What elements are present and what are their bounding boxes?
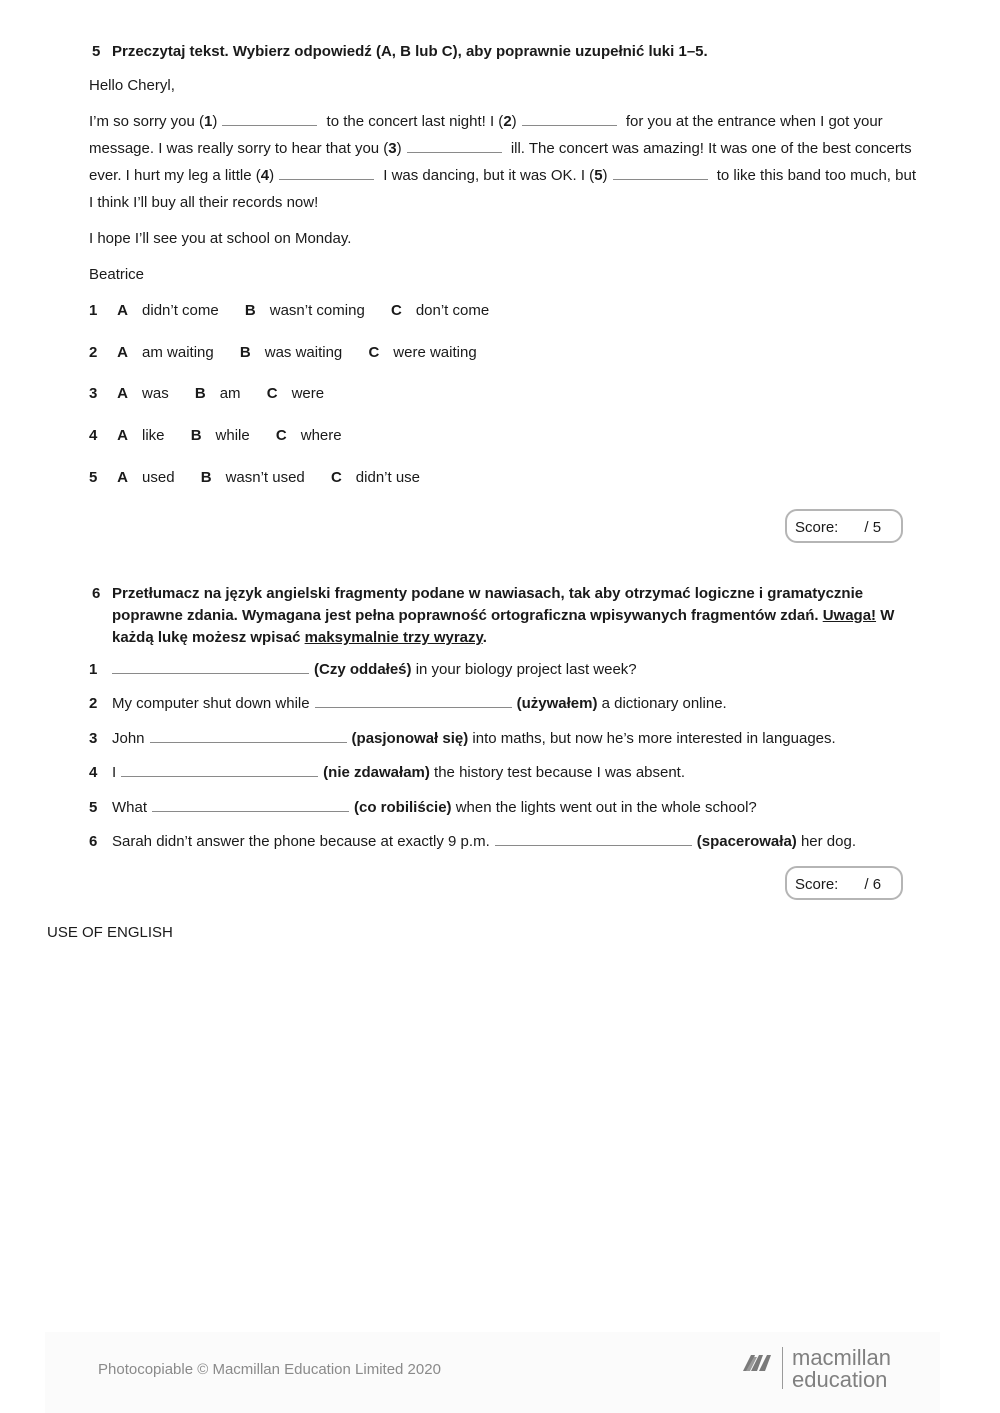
item-number: 4 — [89, 764, 98, 781]
option-letter: C — [330, 469, 342, 486]
option-row-number: 4 — [89, 427, 98, 444]
letter-body — [89, 108, 919, 216]
item-text: a dictionary online. — [601, 695, 727, 712]
letter-text: I was dancing, but it was OK. I ( — [383, 167, 595, 184]
macmillan-logo-icon — [743, 1347, 777, 1381]
exercise-5-heading — [92, 41, 912, 63]
item-text: when the lights went out in the whole school? — [455, 799, 757, 816]
letter-text: ) — [602, 167, 608, 184]
option-letter: A — [117, 302, 129, 319]
translation-blank[interactable] — [152, 799, 349, 812]
exercise-6-instruction — [112, 583, 912, 649]
gap-3-blank[interactable] — [407, 140, 502, 153]
item-number: 3 — [89, 730, 98, 747]
item-text: What — [112, 799, 148, 816]
letter-greeting: Hello Cheryl, — [89, 77, 175, 94]
option-a[interactable]: used — [142, 469, 175, 486]
letter-text: ) — [396, 140, 402, 157]
translation-blank[interactable] — [112, 661, 309, 674]
translation-cue: (używałem) — [516, 695, 598, 712]
gap-number: 3 — [388, 140, 397, 157]
option-a[interactable]: was — [142, 385, 169, 402]
logo-line-1: macmillan — [792, 1345, 892, 1370]
item-number: 1 — [89, 661, 98, 678]
translation-cue: (co robiliście) — [354, 799, 452, 816]
translation-item — [89, 659, 637, 681]
logo-divider — [782, 1347, 783, 1389]
item-number: 6 — [89, 833, 98, 850]
option-b[interactable]: am — [219, 385, 241, 402]
score-max: / 5 — [864, 519, 882, 536]
item-text: My computer shut down while — [112, 695, 310, 712]
option-c[interactable]: didn’t use — [355, 469, 421, 486]
score-label: Score: — [795, 519, 839, 536]
exercise-5-number: 5 — [92, 43, 101, 60]
translation-cue: (pasjonował się) — [351, 730, 469, 747]
item-text: into maths, but now he’s more interested in languages. — [472, 730, 836, 747]
option-letter: B — [244, 302, 256, 319]
item-text: I — [112, 764, 117, 781]
option-letter: C — [266, 385, 278, 402]
option-letter: B — [200, 469, 212, 486]
footer-copyright: Photocopiable © Macmillan Education Limited 2020 — [98, 1361, 441, 1378]
letter-text: ill. The concert was amazing! It was one of the best concerts ever. I hurt my leg a little ( — [89, 140, 912, 184]
score-label: Score: — [795, 876, 839, 893]
option-b[interactable]: wasn’t used — [225, 469, 305, 486]
translation-cue: (Czy oddałeś) — [314, 661, 412, 678]
option-b[interactable]: was waiting — [264, 344, 343, 361]
exercise-5-instruction: Przeczytaj tekst. Wybierz odpowiedź (A, B lub C), aby poprawnie uzupełnić luki 1–5. — [112, 43, 708, 60]
section-label: USE OF ENGLISH — [47, 924, 173, 941]
exercise-6-number: 6 — [92, 585, 101, 602]
item-text: her dog. — [800, 833, 856, 850]
option-letter: C — [368, 344, 380, 361]
translation-blank[interactable] — [495, 833, 692, 846]
letter-text: ) — [212, 113, 218, 130]
option-letter: B — [190, 427, 202, 444]
item-number: 2 — [89, 695, 98, 712]
translation-item — [89, 762, 685, 784]
letter-closing: I hope I’ll see you at school on Monday. — [89, 230, 352, 247]
letter-text: ) — [511, 113, 517, 130]
option-row-number: 1 — [89, 302, 98, 319]
option-b[interactable]: wasn’t coming — [269, 302, 365, 319]
option-letter: C — [275, 427, 287, 444]
score-max: / 6 — [864, 876, 882, 893]
gap-2-blank[interactable] — [522, 113, 617, 126]
letter-text: for you at the entrance when I got your message. I was really sorry to hear that you ( — [89, 113, 883, 157]
exercise-6-heading — [92, 583, 912, 649]
score-box[interactable] — [785, 509, 903, 543]
translation-cue: (nie zdawałam) — [323, 764, 430, 781]
letter-text: ) — [269, 167, 275, 184]
translation-cue: (spacerowała) — [696, 833, 797, 850]
option-row — [89, 425, 364, 447]
option-a[interactable]: didn’t come — [142, 302, 219, 319]
translation-blank[interactable] — [150, 730, 347, 743]
option-row-number: 3 — [89, 385, 98, 402]
option-c[interactable]: don’t come — [415, 302, 490, 319]
option-c[interactable]: were — [291, 385, 325, 402]
option-row — [89, 383, 346, 405]
translation-item — [89, 831, 856, 853]
gap-1-blank[interactable] — [222, 113, 317, 126]
instruction-text: W każdą lukę możesz wpisać — [112, 607, 895, 646]
option-c[interactable]: were waiting — [393, 344, 477, 361]
gap-4-blank[interactable] — [279, 167, 374, 180]
translation-item — [89, 797, 757, 819]
gap-number: 4 — [260, 167, 270, 184]
option-row-number: 5 — [89, 469, 98, 486]
gap-number: 2 — [503, 113, 512, 130]
option-c[interactable]: where — [300, 427, 342, 444]
translation-blank[interactable] — [315, 695, 512, 708]
instruction-max-words: maksymalnie trzy wyrazy — [304, 629, 483, 646]
instruction-uwaga: Uwaga! — [822, 607, 877, 624]
gap-number: 1 — [204, 113, 213, 130]
letter-text: I’m so sorry you ( — [89, 113, 205, 130]
option-letter: A — [117, 385, 129, 402]
letter-text: to like this band too much, but I think I’ll buy all their records now! — [89, 167, 916, 211]
option-letter: A — [117, 427, 129, 444]
logo-wordmark — [792, 1347, 891, 1391]
translation-item — [89, 728, 836, 750]
option-a[interactable]: like — [142, 427, 165, 444]
letter-signature: Beatrice — [89, 266, 145, 283]
gap-5-blank[interactable] — [613, 167, 708, 180]
option-a[interactable]: am waiting — [142, 344, 214, 361]
translation-item — [89, 693, 727, 715]
option-letter: C — [390, 302, 402, 319]
option-letter: A — [117, 469, 129, 486]
translation-blank[interactable] — [121, 764, 318, 777]
item-text: the history test because I was absent. — [434, 764, 686, 781]
score-box[interactable] — [785, 866, 903, 900]
logo-line-2: education — [792, 1367, 888, 1392]
option-letter: B — [194, 385, 206, 402]
item-text: Sarah didn’t answer the phone because at exactly 9 p.m. — [112, 833, 490, 850]
option-row — [89, 342, 499, 364]
option-row-number: 2 — [89, 344, 98, 361]
letter-text: to the concert last night! I ( — [326, 113, 504, 130]
instruction-text: Przetłumacz na język angielski fragmenty podane w nawiasach, tak aby otrzymać logiczne i gramatycznie poprawne zdania. Wymagana jest pełna poprawność ortograficzna wpisywanych fragmentów zdań. — [112, 585, 864, 624]
option-b[interactable]: while — [215, 427, 250, 444]
item-text: in your biology project last week? — [415, 661, 637, 678]
option-letter: B — [239, 344, 251, 361]
option-letter: A — [117, 344, 129, 361]
gap-number: 5 — [594, 167, 603, 184]
item-text: John — [112, 730, 145, 747]
option-row — [89, 300, 511, 322]
instruction-text: . — [482, 629, 487, 646]
item-number: 5 — [89, 799, 98, 816]
option-row — [89, 467, 442, 489]
